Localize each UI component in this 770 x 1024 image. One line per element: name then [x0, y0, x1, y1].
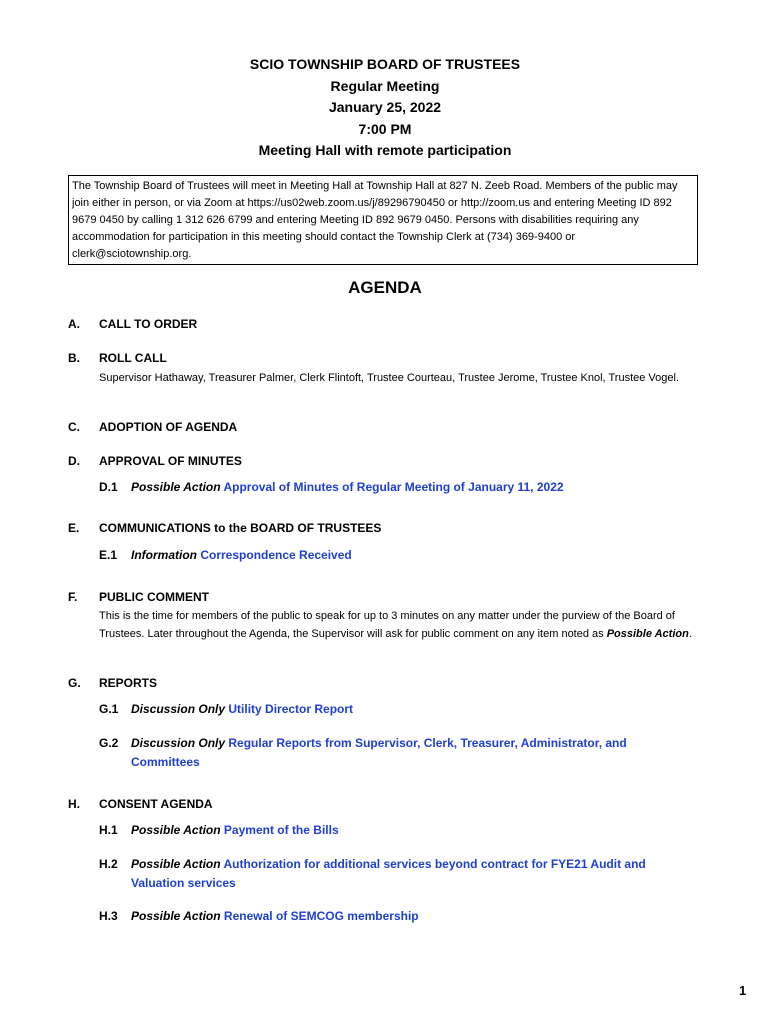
public-comment-emphasis: Possible Action — [606, 628, 689, 640]
document-header — [0, 54, 770, 162]
agenda-item-h1 — [99, 821, 339, 840]
section-letter: G. — [68, 676, 81, 690]
section-letter: A. — [68, 317, 80, 331]
item-number: G.2 — [99, 736, 119, 750]
agenda-title: AGENDA — [348, 278, 422, 297]
section-letter: H. — [68, 797, 80, 811]
minutes-approval-link[interactable]: Approval of Minutes of Regular Meeting of January 11, 2022 — [223, 480, 564, 494]
public-comment-text-main: This is the time for members of the public to speak for up to 3 minutes on any matter under the purview of the Board of Trustees. Later throughout the Agenda, the Supervisor will ask for public comment on any item noted as — [99, 610, 675, 640]
regular-reports-link[interactable]: Regular Reports from Supervisor, Clerk, Treasurer, Administrator, and — [228, 736, 627, 750]
meeting-location: Meeting Hall with remote participation — [258, 142, 512, 158]
meeting-type: Regular Meeting — [330, 77, 440, 94]
section-letter: B. — [68, 351, 80, 365]
section-title: CONSENT AGENDA — [99, 797, 213, 811]
board-name: SCIO TOWNSHIP BOARD OF TRUSTEES — [249, 56, 521, 72]
meeting-notice-box: The Township Board of Trustees will meet in Meeting Hall at Township Hall at 827 N. Zeeb Road. Members of the public may join either in person, or via Zoom at https://us02web.zoom.us/j/89296790450 or http://zoom.us and entering Meeting ID 892 9679 0450 by calling 1 312 626 6799 and entering Meeting ID 892 9679 0450. Persons with disabilities requiring any accommodation for participation in this meeting should contact the Township Clerk at (734) 369-9400 or clerk@sciotownship.org. — [68, 175, 698, 265]
meeting-date: January 25, 2022 — [328, 99, 442, 115]
item-type: Discussion Only — [131, 736, 226, 750]
correspondence-link[interactable]: Correspondence Received — [200, 548, 352, 562]
section-letter: D. — [68, 454, 80, 468]
section-title: APPROVAL OF MINUTES — [99, 454, 242, 468]
public-comment-text-end: . — [688, 628, 692, 640]
roll-call-text: Supervisor Hathaway, Treasurer Palmer, Clerk Flintoft, Trustee Courteau, Trustee Jerome, Trustee Knol, Trustee Vogel. — [99, 372, 679, 384]
audit-services-link-cont[interactable]: Valuation services — [131, 876, 236, 890]
page-number: 1 — [739, 983, 747, 998]
section-title: ADOPTION OF AGENDA — [99, 420, 238, 434]
item-type: Discussion Only — [131, 702, 226, 716]
public-comment-text — [99, 607, 699, 643]
section-title: ROLL CALL — [99, 351, 167, 365]
item-number: H.2 — [99, 857, 118, 871]
agenda-item-h3 — [99, 907, 419, 926]
meeting-time: 7:00 PM — [358, 120, 412, 137]
section-letter: E. — [68, 521, 80, 535]
section-title: COMMUNICATIONS to the BOARD OF TRUSTEES — [99, 521, 382, 535]
section-title: CALL TO ORDER — [99, 317, 198, 331]
item-type: Possible Action — [131, 857, 221, 871]
item-type: Possible Action — [131, 480, 221, 494]
agenda-item-d1 — [99, 478, 564, 497]
section-title: REPORTS — [99, 676, 158, 690]
section-letter: C. — [68, 420, 80, 434]
item-number: E.1 — [99, 548, 118, 562]
section-letter: F. — [68, 590, 78, 604]
item-number: H.1 — [99, 823, 118, 837]
utility-director-report-link[interactable]: Utility Director Report — [228, 702, 354, 716]
item-type: Possible Action — [131, 823, 221, 837]
item-type: Possible Action — [131, 909, 221, 923]
item-number: H.3 — [99, 909, 118, 923]
agenda-item-h2 — [99, 855, 646, 893]
agenda-item-e1 — [99, 546, 352, 565]
regular-reports-link-cont[interactable]: Committees — [131, 755, 200, 769]
item-number: D.1 — [99, 480, 118, 494]
agenda-item-g2 — [99, 734, 627, 772]
audit-services-link[interactable]: Authorization for additional services beyond contract for FYE21 Audit and — [223, 857, 646, 871]
payment-of-bills-link[interactable]: Payment of the Bills — [223, 823, 339, 837]
semcog-renewal-link[interactable]: Renewal of SEMCOG membership — [223, 909, 419, 923]
agenda-item-g1 — [99, 700, 353, 719]
item-number: G.1 — [99, 702, 119, 716]
item-type: Information — [131, 548, 197, 562]
section-title: PUBLIC COMMENT — [99, 590, 209, 604]
